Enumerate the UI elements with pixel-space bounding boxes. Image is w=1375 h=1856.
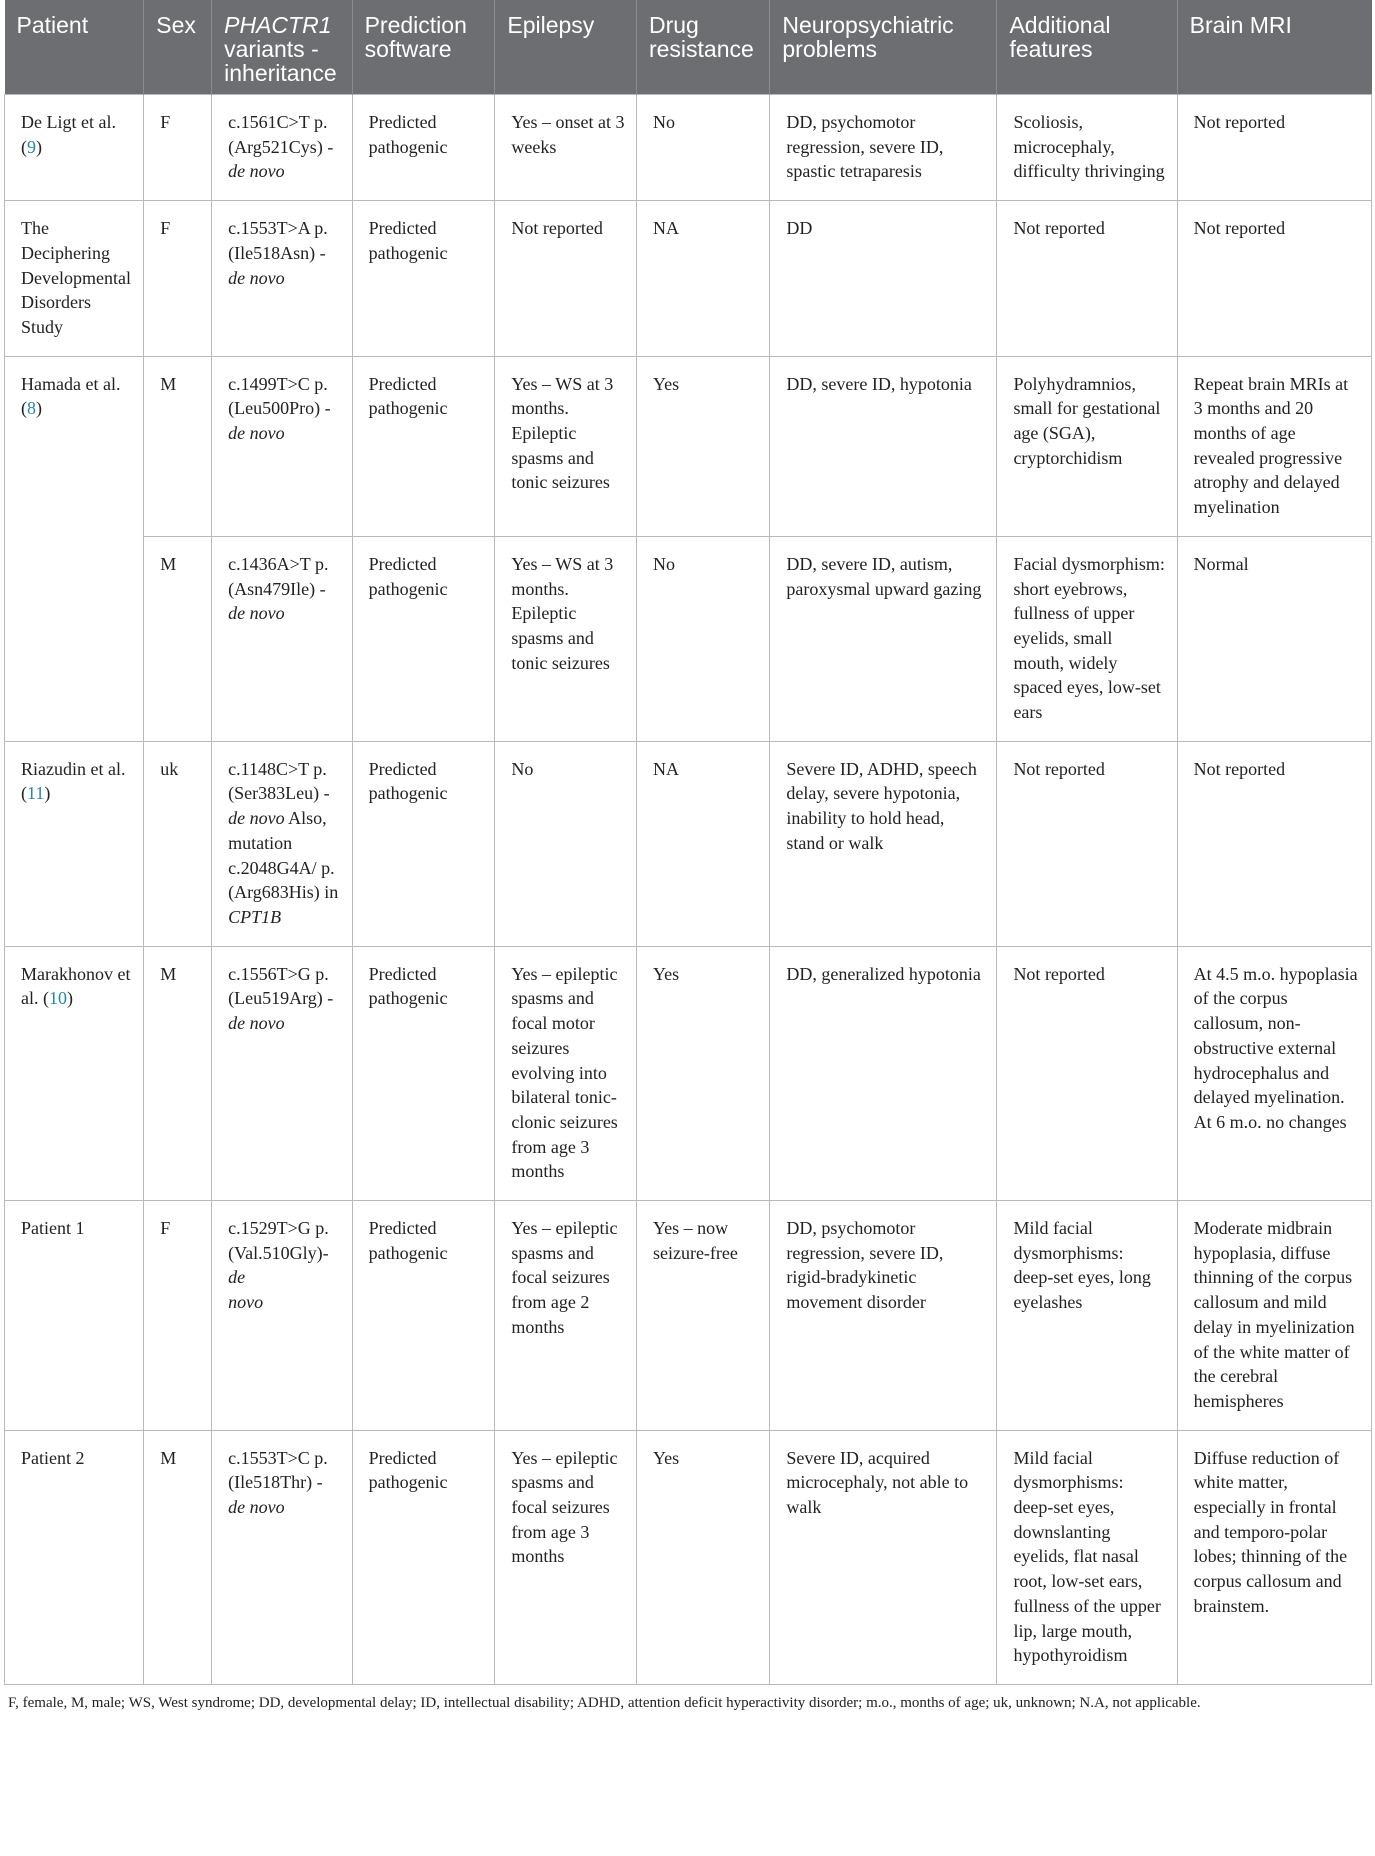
cell-drug: NA <box>636 741 769 946</box>
variant-dna: c.1553T>A <box>228 218 310 239</box>
header-epilepsy: Epilepsy <box>495 0 637 95</box>
cell-sex: M <box>144 946 212 1200</box>
cell-mri: Not reported <box>1177 201 1371 357</box>
cell-sex: M <box>144 356 212 536</box>
table-row <box>5 356 1372 536</box>
variant-protein: p.(Ile518Thr) <box>228 1447 328 1493</box>
inheritance: - de novo <box>228 1472 323 1518</box>
inheritance: - de novo <box>228 242 326 288</box>
cell-patient: Patient 2 <box>5 1430 144 1684</box>
cell-epilepsy: Yes – onset at 3 weeks <box>495 95 637 201</box>
cell-mri: Repeat brain MRIs at 3 months and 20 months of age revealed progressive atrophy and delayed myelination <box>1177 356 1371 536</box>
cell-mri: Not reported <box>1177 741 1371 946</box>
cell-drug: Yes <box>636 946 769 1200</box>
table-row <box>5 95 1372 201</box>
header-variant-rest: variants - inheritance <box>224 36 337 86</box>
cell-software: Predicted pathogenic <box>352 946 495 1200</box>
cell-neuro: Severe ID, acquired microcephaly, not able to walk <box>770 1430 997 1684</box>
cell-software: Predicted pathogenic <box>352 1430 495 1684</box>
cell-patient <box>5 946 144 1200</box>
cell-mri: Not reported <box>1177 95 1371 201</box>
additional-gene: CPT1B <box>228 906 282 927</box>
cell-mri: Moderate midbrain hypoplasia, diffuse thinning of the corpus callosum and mild delay in myelinization of the white matter of the cerebral hemispheres <box>1177 1201 1371 1431</box>
table-footnote: F, female, M, male; WS, West syndrome; DD, developmental delay; ID, intellectual disability; ADHD, attention deficit hyperactivity disorder; m.o., months of age; uk, unknown; N.A, not applicable. <box>8 1694 1201 1711</box>
cell-variant <box>212 356 352 536</box>
header-mri: Brain MRI <box>1177 0 1371 95</box>
cell-variant <box>212 741 352 946</box>
cell-epilepsy: Yes – epileptic spasms and focal seizures from age 3 months <box>495 1430 637 1684</box>
cell-variant <box>212 536 352 741</box>
cell-variant <box>212 1430 352 1684</box>
reference-link[interactable]: 10 <box>48 988 67 1009</box>
cell-drug: Yes <box>636 1430 769 1684</box>
header-variant-gene: PHACTR1 <box>224 12 332 38</box>
patient-name: Hamada et al. ( <box>21 373 121 419</box>
patient-name: Riazudin et al. ( <box>21 758 126 804</box>
cell-epilepsy: Not reported <box>495 201 637 357</box>
patient-table <box>4 0 1372 1685</box>
header-sex: Sex <box>144 0 212 95</box>
variant-protein: p.(Val.510Gly)- <box>228 1218 329 1263</box>
cell-features: Mild facial dysmorphisms: deep-set eyes, downslanting eyelids, flat nasal root, low-set ears, fullness of the upper lip, large mouth, hypothyroidism <box>997 1430 1177 1684</box>
cell-features: Facial dysmorphism: short eyebrows, fullness of upper eyelids, small mouth, widely spaced eyes, low-set ears <box>997 536 1177 741</box>
cell-features: Polyhydramnios, small for gestational age (SGA), cryptorchidism <box>997 356 1177 536</box>
cell-drug: Yes – now seizure-free <box>636 1201 769 1431</box>
patient-name-end: ) <box>66 988 73 1009</box>
cell-software: Predicted pathogenic <box>352 95 495 201</box>
header-software: Prediction software <box>352 0 495 95</box>
cell-patient <box>5 741 144 946</box>
cell-features: Not reported <box>997 201 1177 357</box>
variant-dna: c.1556T>G <box>228 963 311 984</box>
table-row <box>5 1201 1372 1431</box>
cell-sex: F <box>144 95 212 201</box>
cell-epilepsy: Yes – epileptic spasms and focal motor seizures evolving into bilateral tonic-clonic seizures from age 3 months <box>495 946 637 1200</box>
inheritance: de <box>228 1267 246 1288</box>
cell-neuro: DD, psychomotor regression, severe ID, rigid-bradykinetic movement disorder <box>770 1201 997 1431</box>
patient-name-end: ) <box>36 136 42 157</box>
additional-mutation: Also, mutation c.2048G4A/ p.(Arg683His) in <box>228 808 339 903</box>
table-row <box>5 946 1372 1200</box>
cell-drug: NA <box>636 201 769 357</box>
cell-epilepsy: Yes – WS at 3 months. Epileptic spasms and tonic seizures <box>495 356 637 536</box>
cell-neuro: DD, severe ID, hypotonia <box>770 356 997 536</box>
cell-features: Not reported <box>997 946 1177 1200</box>
cell-sex: M <box>144 536 212 741</box>
cell-neuro: DD, psychomotor regression, severe ID, spastic tetraparesis <box>770 95 997 201</box>
cell-epilepsy: Yes – epileptic spasms and focal seizures from age 2 months <box>495 1201 637 1431</box>
cell-features: Not reported <box>997 741 1177 946</box>
inheritance: - de novo <box>228 136 334 182</box>
cell-epilepsy: No <box>495 741 637 946</box>
cell-mri: Diffuse reduction of white matter, especially in frontal and temporo-polar lobes; thinning of the corpus callosum and brainstem. <box>1177 1430 1371 1684</box>
cell-software: Predicted pathogenic <box>352 536 495 741</box>
cell-features: Scoliosis, microcephaly, difficulty thrivinging <box>997 95 1177 201</box>
cell-neuro: DD <box>770 201 997 357</box>
cell-software: Predicted pathogenic <box>352 356 495 536</box>
header-drug: Drug resistance <box>636 0 769 95</box>
variant-protein: p.(Ile518Asn) <box>228 218 328 263</box>
cell-drug: No <box>636 536 769 741</box>
variant-dna: c.1529T>G <box>228 1218 311 1239</box>
table-row <box>5 536 1372 741</box>
cell-sex: uk <box>144 741 212 946</box>
header-features: Additional features <box>997 0 1177 95</box>
patient-name-end: ) <box>36 398 42 419</box>
cell-patient: Patient 1 <box>5 1201 144 1431</box>
table-row <box>5 201 1372 357</box>
reference-link[interactable]: 8 <box>27 398 36 419</box>
reference-link[interactable]: 11 <box>27 783 45 804</box>
cell-variant <box>212 201 352 357</box>
inheritance: - de novo <box>228 578 326 624</box>
cell-patient: The Deciphering Developmental Disorders Study <box>5 201 144 357</box>
variant-protein: p.(Leu519Arg) <box>228 963 329 1009</box>
variant-protein: p.(Leu500Pro) <box>228 373 328 419</box>
variant-protein: p.(Asn479Ile) <box>228 553 329 599</box>
inheritance: - de novo <box>228 783 330 829</box>
variant-dna: c.1436A>T <box>228 553 311 574</box>
variant-dna: c.1499T>C <box>228 373 310 394</box>
cell-drug: No <box>636 95 769 201</box>
cell-epilepsy: Yes – WS at 3 months. Epileptic spasms and tonic seizures <box>495 536 637 741</box>
cell-patient <box>5 95 144 201</box>
cell-software: Predicted pathogenic <box>352 741 495 946</box>
cell-sex: M <box>144 1430 212 1684</box>
cell-variant <box>212 95 352 201</box>
cell-software: Predicted pathogenic <box>352 1201 495 1431</box>
patient-name-end: ) <box>44 783 51 804</box>
cell-sex: F <box>144 1201 212 1431</box>
cell-drug: Yes <box>636 356 769 536</box>
variant-protein: p.(Arg521Cys) <box>228 112 328 157</box>
header-row <box>5 0 1372 95</box>
header-variants <box>212 0 352 95</box>
cell-features: Mild facial dysmorphisms: deep-set eyes, long eyelashes <box>997 1201 1177 1431</box>
cell-variant <box>212 946 352 1200</box>
variant-dna: c.1553T>C <box>228 1447 310 1468</box>
table-row <box>5 1430 1372 1684</box>
header-patient: Patient <box>5 0 144 95</box>
variant-dna: c.1561C>T <box>228 112 310 132</box>
cell-neuro: Severe ID, ADHD, speech delay, severe hypotonia, inability to hold head, stand or walk <box>770 741 997 946</box>
cell-software: Predicted pathogenic <box>352 201 495 357</box>
cell-sex: F <box>144 201 212 357</box>
inheritance: - de novo <box>228 398 331 444</box>
cell-mri: Normal <box>1177 536 1371 741</box>
variant-dna: c.1148C>T <box>228 758 309 779</box>
table-row <box>5 741 1372 946</box>
inheritance: - de novo <box>228 988 334 1034</box>
patient-name: De Ligt et al. ( <box>21 112 116 157</box>
header-neuro: Neuropsychiatric problems <box>770 0 997 95</box>
cell-neuro: DD, generalized hypotonia <box>770 946 997 1200</box>
variant-protein: p.(Ser383Leu) <box>228 758 327 804</box>
cell-neuro: DD, severe ID, autism, paroxysmal upward gazing <box>770 536 997 741</box>
cell-patient <box>5 356 144 741</box>
cell-mri: At 4.5 m.o. hypoplasia of the corpus callosum, non-obstructive external hydrocephalus and delayed myelination. At 6 m.o. no changes <box>1177 946 1371 1200</box>
cell-variant <box>212 1201 352 1431</box>
patient-name: Marakhonov et al. ( <box>21 963 131 1009</box>
inheritance-cont: novo <box>228 1292 264 1313</box>
table-container <box>4 0 1372 1714</box>
reference-link[interactable]: 9 <box>27 136 36 157</box>
